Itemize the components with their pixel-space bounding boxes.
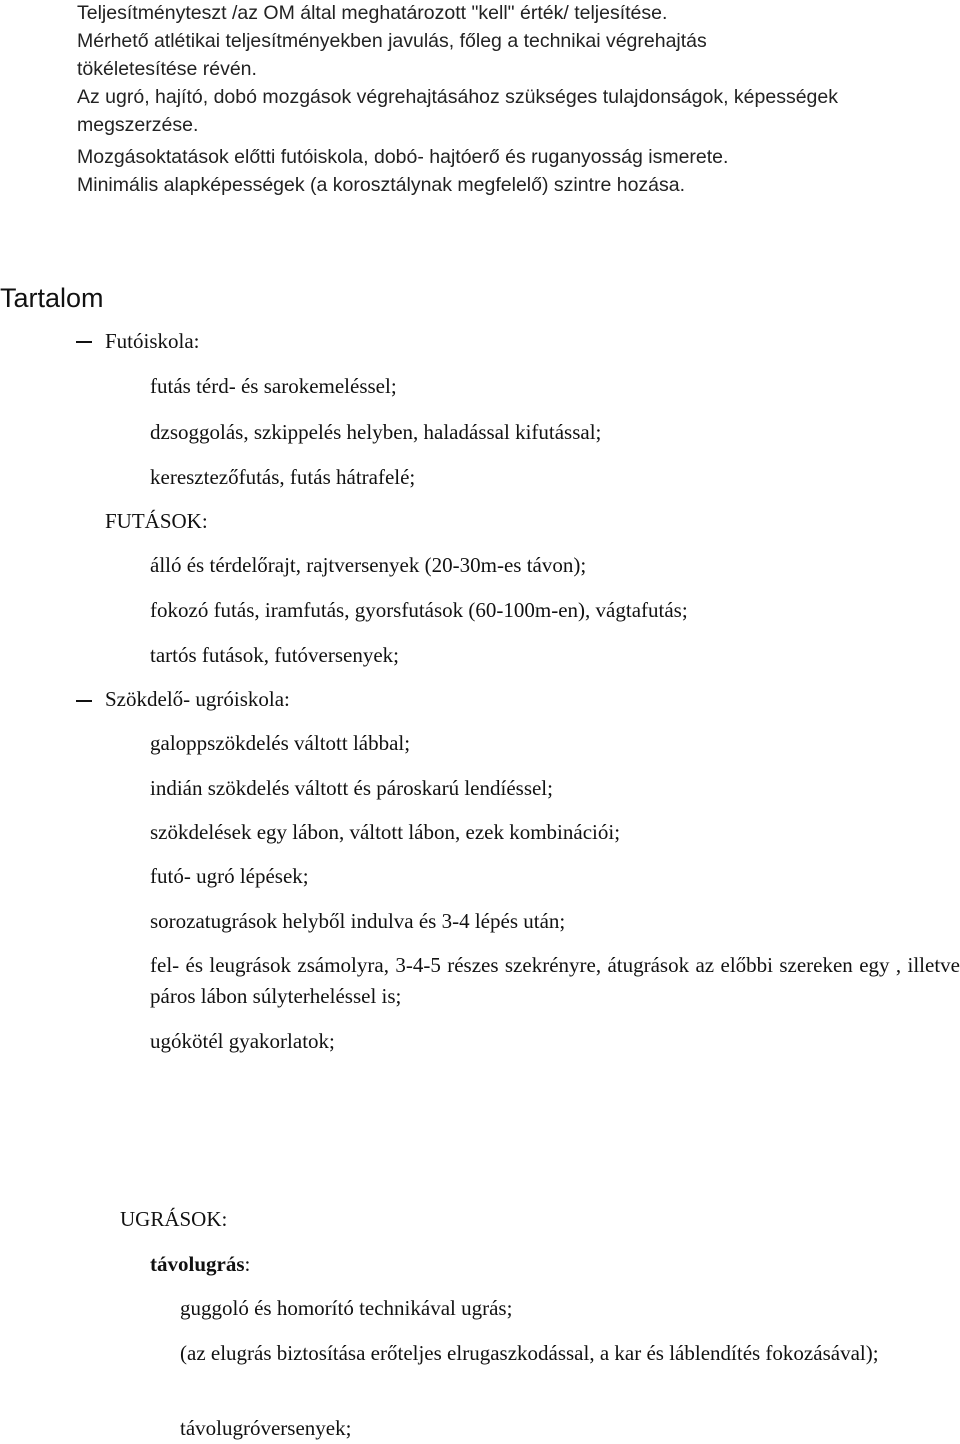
dash-bullet (76, 341, 92, 343)
list-item: indián szökdelés váltott és pároskarú lendíéssel; (150, 776, 553, 800)
list-item: guggoló és homorító technikával ugrás; (180, 1296, 513, 1320)
ugrasok-label: UGRÁSOK: (120, 1207, 228, 1231)
intro-line-4: Az ugró, hajító, dobó mozgások végrehajtásához szükséges tulajdonságok, képességek (77, 86, 838, 108)
list-item: sorozatugrások helyből indulva és 3-4 lépés után; (150, 909, 566, 933)
list-item: távolugróversenyek; (180, 1416, 352, 1440)
list-item: tartós futások, futóversenyek; (150, 643, 400, 667)
list-item: szökdelések egy lábon, váltott lábon, ezek kombinációi; (150, 820, 621, 844)
futoiskola-label: Futóiskola: (105, 329, 200, 353)
section-heading: Tartalom (0, 283, 104, 313)
list-item: fokozó futás, iramfutás, gyorsfutások (60-100m-en), vágtafutás; (150, 598, 688, 622)
list-item: dzsoggolás, szkippelés helyben, haladással kifutással; (150, 420, 602, 444)
tavolugras-paragraph: (az elugrás biztosítása erőteljes elrugaszkodással, a kar és láblendítés fokozásával); (180, 1341, 879, 1365)
intro-line-1: Teljesítményteszt /az OM által meghatározott "kell" érték/ teljesítése. (77, 2, 668, 24)
tavolugras-colon: : (244, 1252, 251, 1276)
tavolugras-label: távolugrás (150, 1252, 245, 1276)
list-item: futás térd- és sarokemeléssel; (150, 374, 397, 398)
intro-line-5: megszerzése. (77, 114, 199, 136)
list-item: futó- ugró lépések; (150, 864, 309, 888)
dash-bullet (76, 700, 92, 702)
tavolugras-heading (150, 1252, 250, 1276)
list-item: álló és térdelőrajt, rajtversenyek (20-30m-es távon); (150, 553, 587, 577)
intro-line-2: Mérhető atlétikai teljesítményekben javulás, főleg a technikai végrehajtás (77, 30, 707, 52)
intro-line-7: Minimális alapképességek (a korosztálynak megfelelő) szintre hozása. (77, 174, 686, 196)
list-item: ugókötél gyakorlatok; (150, 1029, 335, 1053)
intro-line-6: Mozgásoktatások előtti futóiskola, dobó- hajtóerő és ruganyosság ismerete. (77, 146, 729, 168)
szokdelo-label: Szökdelő- ugróiskola: (105, 687, 290, 711)
list-item: galoppszökdelés váltott lábbal; (150, 731, 411, 755)
szokdelo-paragraph: fel- és leugrások zsámolyra, 3-4-5 részes szekrényre, átugrások az előbbi szereken egy , illetve páros lábon súlyterheléssel is; (150, 953, 960, 1008)
futasok-label: FUTÁSOK: (105, 509, 208, 533)
intro-line-3: tökéletesítése révén. (77, 58, 257, 80)
list-item: keresztezőfutás, futás hátrafelé; (150, 465, 416, 489)
